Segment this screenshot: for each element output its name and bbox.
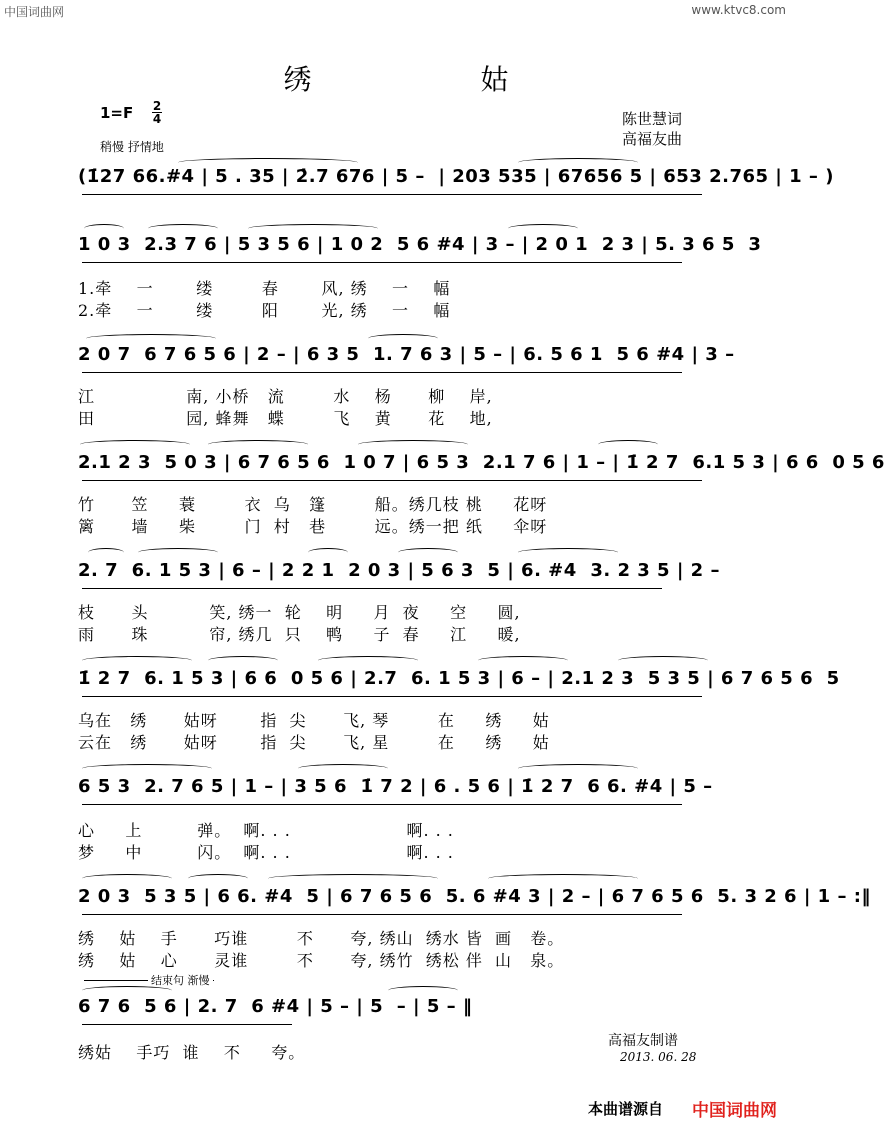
notation-notes: 1̇ 2 7 6. 1 5 3 | 6 6 0 5 6 | 2.7 6. 1 5 3 | 6 – | 2.1 2 3 5 3 5 | 6 7 6 5 6 5 <box>78 668 840 689</box>
notation-notes: 2.1 2 3 5 0 3 | 6 7 6 5 6 1 0 7 | 6 5 3 2.1 7 6 | 1 – | 1̇ 2 7 6.1 5 3 | 6 6 0 5 6 <box>78 452 885 473</box>
composer-credit: 高福友曲 <box>622 130 683 148</box>
lyric-line-1-verse-2: 2.牵 一 缕 阳 光, 绣 一 幅 <box>78 301 451 320</box>
site-name-left: 中国词曲网 <box>4 5 65 19</box>
source-label: 本曲谱源自 <box>588 1100 664 1118</box>
lyric-line-3-verse-1: 竹 笠 蓑 衣 乌 篷 船。绣几枝 桃 花呀 <box>78 495 548 514</box>
slur <box>138 548 218 557</box>
notation-line-7 <box>78 770 718 806</box>
notation-notes: 2. 7 6. 1 5 3 | 6 – | 2 2 1 2 0 3 | 5 6 3 5 | 6. #4 3. 2 3 5 | 2 – <box>78 560 720 581</box>
slur <box>388 986 458 995</box>
notation-line-3 <box>78 338 735 374</box>
slur <box>82 874 172 883</box>
notation-line-5 <box>78 554 718 590</box>
slur <box>478 656 568 665</box>
slur <box>518 764 638 773</box>
notation-line-1 <box>78 160 834 196</box>
notation-line-6 <box>78 662 840 698</box>
key-signature: 1=F <box>100 104 134 122</box>
notation-line-8 <box>78 880 871 916</box>
slur <box>398 548 458 557</box>
slur <box>618 656 708 665</box>
slur <box>178 158 358 167</box>
slur <box>188 874 248 883</box>
slur <box>208 656 278 665</box>
slur <box>598 440 658 449</box>
lyric-line-8: 绣姑 手巧 谁 不 夸。 <box>78 1043 306 1062</box>
lyric-line-1-verse-1: 1.牵 一 缕 春 风, 绣 一 幅 <box>78 279 451 298</box>
lyric-line-2-verse-1: 江 南, 小桥 流 水 杨 柳 岸, <box>78 387 493 406</box>
time-numerator: 2 <box>152 99 162 113</box>
underline-beam <box>82 914 682 915</box>
slur <box>308 548 348 557</box>
underline-beam <box>82 1024 292 1025</box>
notation-notes: 2 0 3 5 3 5 | 6 6. #4 5 | 6 7 6 5 6 5. 6 #4 3 | 2 – | 6 7 6 5 6 5. 3 2 6 | 1 – :‖ <box>78 886 871 907</box>
slur <box>80 440 190 449</box>
time-denominator: 4 <box>152 112 162 126</box>
slur <box>88 548 124 557</box>
underline-beam <box>82 588 662 589</box>
slur <box>268 874 438 883</box>
slur <box>86 334 216 343</box>
slur <box>368 334 438 343</box>
slur <box>84 224 124 233</box>
slur <box>488 874 638 883</box>
notation-notes: 2 0 7 6 7 6 5 6 | 2 – | 6 3 5 1. 7 6 3 | 5 – | 6. 5 6 1 5 6 #4 | 3 – <box>78 344 735 365</box>
tempo-marking: 稍慢 抒情地 <box>100 140 164 154</box>
lyric-line-4-verse-1: 枝 头 笑, 绣一 轮 明 月 夜 空 圆, <box>78 603 521 622</box>
lyric-line-7-verse-2: 绣 姑 心 灵谁 不 夸, 绣竹 绣松 伴 山 泉。 <box>78 951 565 970</box>
lyric-line-3-verse-2: 篱 墙 柴 门 村 巷 远。绣一把 纸 伞呀 <box>78 517 548 536</box>
site-url-right: www.ktvc8.com <box>691 3 786 17</box>
slur <box>208 440 308 449</box>
lyric-line-4-verse-2: 雨 珠 帘, 绣几 只 鸭 子 春 江 暖, <box>78 625 521 644</box>
lyric-line-2-verse-2: 田 园, 蜂舞 蝶 飞 黄 花 地, <box>78 409 493 428</box>
lyric-line-5-verse-1: 乌在 绣 姑呀 指 尖 飞, 琴 在 绣 姑 <box>78 711 550 730</box>
underline-beam <box>82 480 702 481</box>
lyric-line-5-verse-2: 云在 绣 姑呀 指 尖 飞, 星 在 绣 姑 <box>78 733 550 752</box>
underline-beam <box>82 804 682 805</box>
notation-line-9 <box>78 990 498 1026</box>
slur <box>508 224 578 233</box>
lyric-line-7-verse-1: 绣 姑 手 巧谁 不 夸, 绣山 绣水 皆 画 卷。 <box>78 929 565 948</box>
slur <box>518 548 618 557</box>
slur <box>148 224 218 233</box>
notation-notes: (1̇27 66.#4 | 5 . 35 | 2̇.7 676 | 5 – | 203 535 | 67656 5 | 653 2.765 | 1 – ) <box>78 166 834 187</box>
lyric-line-6-verse-2: 梦 中 闪。 啊. . . 啊. . . <box>78 843 454 862</box>
notation-notes: 1 0 3 2.3 7 6 | 5 3 5 6 | 1 0 2 5 6 #4 | 3 – | 2 0 1 2 3 | 5. 3 6 5 3 <box>78 234 762 255</box>
slur <box>298 764 388 773</box>
slur <box>82 764 212 773</box>
slur <box>82 656 192 665</box>
source-site: 中国词曲网 <box>692 1101 777 1121</box>
notation-line-4 <box>78 446 885 482</box>
slur <box>82 986 172 995</box>
notation-notes: 6 5 3 2. 7 6 5 | 1 – | 3 5 6 1̇ 7 2 | 6 . 5 6 | 1̇ 2 7 6 6. #4 | 5 – <box>78 776 713 797</box>
underline-beam <box>82 372 682 373</box>
slur <box>518 158 638 167</box>
notation-notes: 6 7 6 5 6 | 2. 7 6 #4 | 5 – | 5 – | 5 – ‖ <box>78 996 473 1017</box>
underline-beam <box>82 696 702 697</box>
score-maker: 高福友制谱 <box>608 1033 678 1049</box>
slur <box>318 656 418 665</box>
ending-instruction: 结束句 渐慢 <box>148 972 213 988</box>
score-date: 2013. 06. 28 <box>620 1050 697 1064</box>
lyric-line-6-verse-1: 心 上 弹。 啊. . . 啊. . . <box>78 821 454 840</box>
slur <box>248 224 378 233</box>
underline-beam <box>82 194 702 195</box>
song-title: 绣 姑 <box>283 63 589 96</box>
lyricist-credit: 陈世慧词 <box>622 110 683 128</box>
slur <box>358 440 468 449</box>
underline-beam <box>82 262 682 263</box>
notation-line-2 <box>78 228 762 264</box>
time-signature <box>152 100 162 125</box>
